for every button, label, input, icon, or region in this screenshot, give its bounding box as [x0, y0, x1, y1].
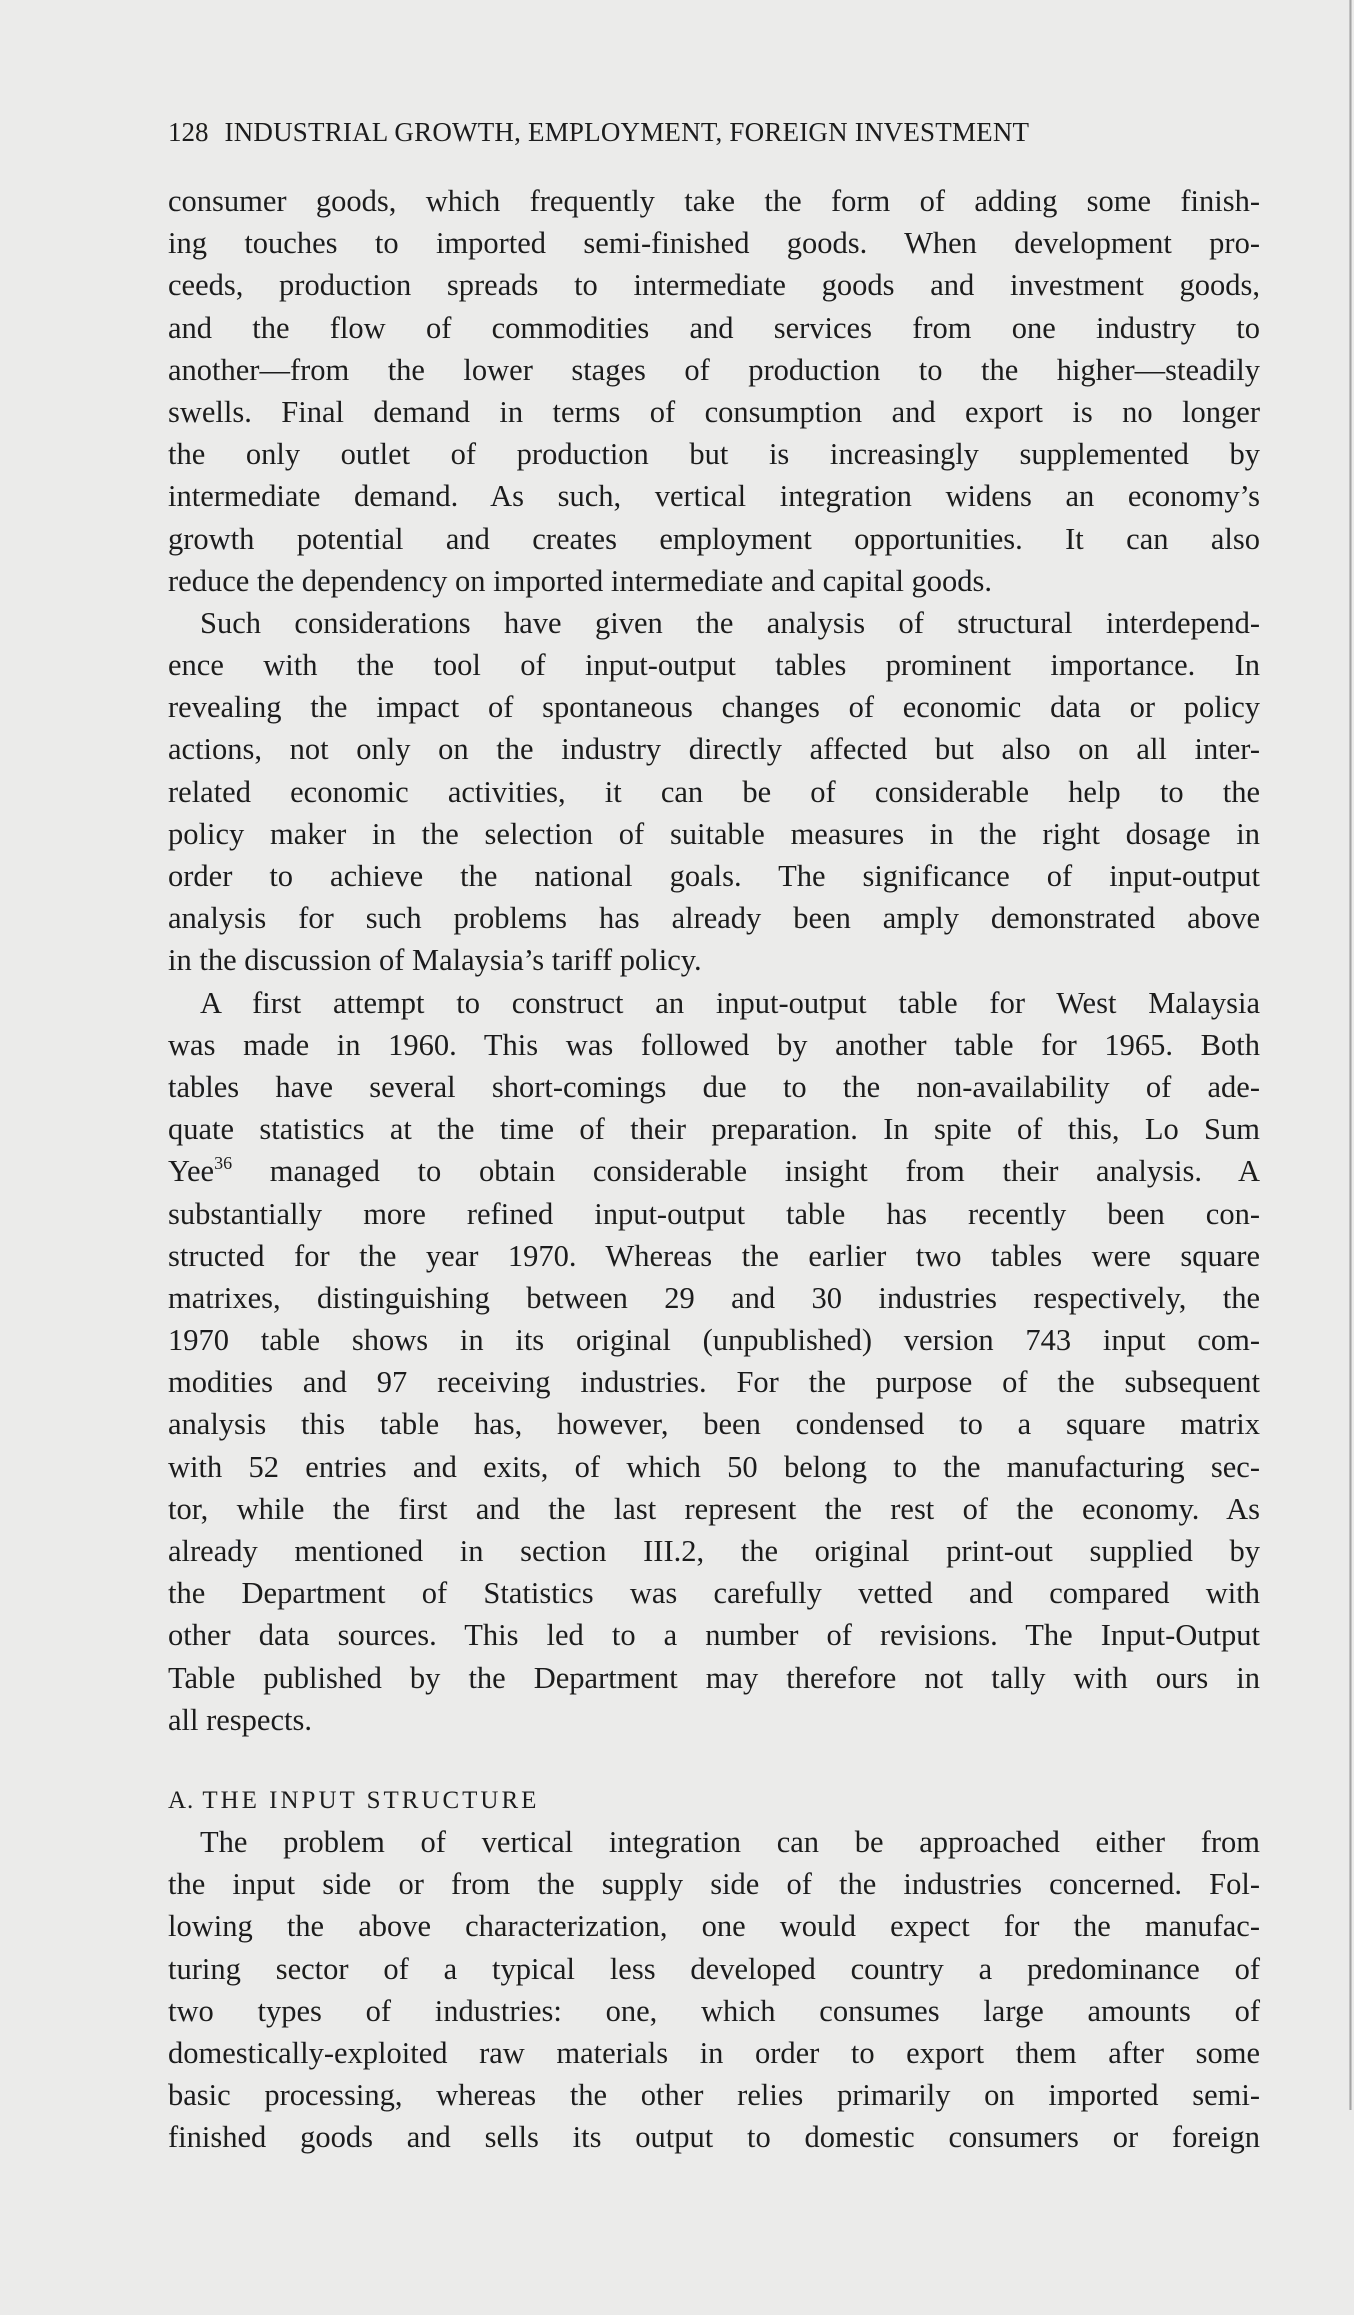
text-line: in the discussion of Malaysia’s tariff policy. — [168, 943, 702, 978]
text-line: The problem of vertical integration can be approached either from — [200, 1824, 1260, 1859]
text-line: with 52 entries and exits, of which 50 belong to the manufacturing sec- — [168, 1449, 1260, 1484]
text-line: swells. Final demand in terms of consumption and export is no longer — [168, 394, 1260, 429]
text-line: the only outlet of production but is increasingly supplemented by — [168, 437, 1260, 472]
text-line: lowing the above characterization, one would expect for the manufac- — [168, 1909, 1260, 1944]
text-line: reduce the dependency on imported intermediate and capital goods. — [168, 563, 993, 598]
page-number: 128 — [168, 117, 209, 147]
text-line: ing touches to imported semi-finished goods. When development pro- — [168, 226, 1260, 261]
text-line: ceeds, production spreads to intermediate goods and investment goods, — [168, 268, 1260, 303]
text-line: matrixes, distinguishing between 29 and 30 industries respectively, the — [168, 1280, 1260, 1315]
text-line: quate statistics at the time of their preparation. In spite of this, Lo Sum — [168, 1112, 1260, 1147]
text-line: and the flow of commodities and services from one industry to — [168, 310, 1260, 345]
text-line: tor, while the first and the last represent the rest of the economy. As — [168, 1491, 1260, 1526]
text-line: other data sources. This led to a number of revisions. The Input-Output — [168, 1618, 1260, 1653]
page-edge — [1349, 0, 1352, 2110]
text-line: 1970 table shows in its original (unpublished) version 743 input com- — [168, 1323, 1260, 1358]
text-line: actions, not only on the industry directly affected but also on all inter- — [168, 732, 1260, 767]
text-line: revealing the impact of spontaneous changes of economic data or policy — [168, 690, 1260, 725]
footnote-reference[interactable]: 36 — [214, 1153, 233, 1174]
text-before-footnote: Yee — [168, 1154, 215, 1189]
running-head — [168, 112, 1029, 152]
text-line: the Department of Statistics was carefully vetted and compared with — [168, 1576, 1260, 1611]
text-line: consumer goods, which frequently take the form of adding some finish- — [168, 184, 1260, 218]
text-after-footnote: managed to obtain considerable insight from their analysis. A — [232, 1154, 1260, 1189]
text-line: order to achieve the national goals. The significance of input-output — [168, 859, 1260, 893]
body-text — [168, 180, 1260, 2158]
section-letter: A. — [168, 1786, 195, 1814]
text-line: already mentioned in section III.2, the original print-out supplied by — [168, 1534, 1260, 1568]
text-line-with-footnote — [168, 1150, 1260, 1192]
text-line: tables have several short-comings due to the non-availability of ade- — [168, 1069, 1260, 1104]
text-line: analysis this table has, however, been condensed to a square matrix — [168, 1407, 1260, 1442]
paragraph — [168, 1821, 1260, 2159]
paragraph — [168, 982, 1260, 1741]
text-line: ence with the tool of input-output tables prominent importance. In — [168, 648, 1260, 683]
running-title: INDUSTRIAL GROWTH, EMPLOYMENT, FOREIGN INVESTMENT — [224, 117, 1030, 147]
text-line: finished goods and sells its output to domestic consumers or foreign — [168, 2120, 1260, 2155]
paragraph — [168, 602, 1260, 982]
text-line: turing sector of a typical less developed country a predominance of — [168, 1951, 1260, 1986]
text-line: analysis for such problems has already been amply demonstrated above — [168, 901, 1260, 936]
text-line: Such considerations have given the analysis of structural interdepend- — [200, 605, 1260, 640]
section-heading — [168, 1781, 1260, 1821]
text-line: was made in 1960. This was followed by another table for 1965. Both — [168, 1027, 1260, 1062]
text-line: basic processing, whereas the other relies primarily on imported semi- — [168, 2078, 1260, 2113]
section-title: THE INPUT STRUCTURE — [202, 1786, 540, 1814]
paragraph — [168, 180, 1260, 602]
text-line: Table published by the Department may therefore not tally with ours in — [168, 1660, 1260, 1695]
text-line: substantially more refined input-output table has recently been con- — [168, 1196, 1260, 1231]
text-line: two types of industries: one, which consumes large amounts of — [168, 1993, 1260, 2028]
text-line: A first attempt to construct an input-output table for West Malaysia — [200, 985, 1260, 1020]
text-line: related economic activities, it can be of considerable help to the — [168, 774, 1260, 809]
text-line: another—from the lower stages of production to the higher—steadily — [168, 352, 1260, 387]
text-line: all respects. — [168, 1702, 312, 1737]
text-line: domestically-exploited raw materials in order to export them after some — [168, 2035, 1260, 2070]
text-line: growth potential and creates employment opportunities. It can also — [168, 521, 1260, 556]
text-line: structed for the year 1970. Whereas the earlier two tables were square — [168, 1238, 1260, 1273]
text-line: intermediate demand. As such, vertical integration widens an economy’s — [168, 479, 1260, 514]
text-line: policy maker in the selection of suitable measures in the right dosage in — [168, 816, 1260, 851]
text-line: the input side or from the supply side of the industries concerned. Fol- — [168, 1867, 1260, 1902]
text-line: modities and 97 receiving industries. For the purpose of the subsequent — [168, 1365, 1260, 1400]
